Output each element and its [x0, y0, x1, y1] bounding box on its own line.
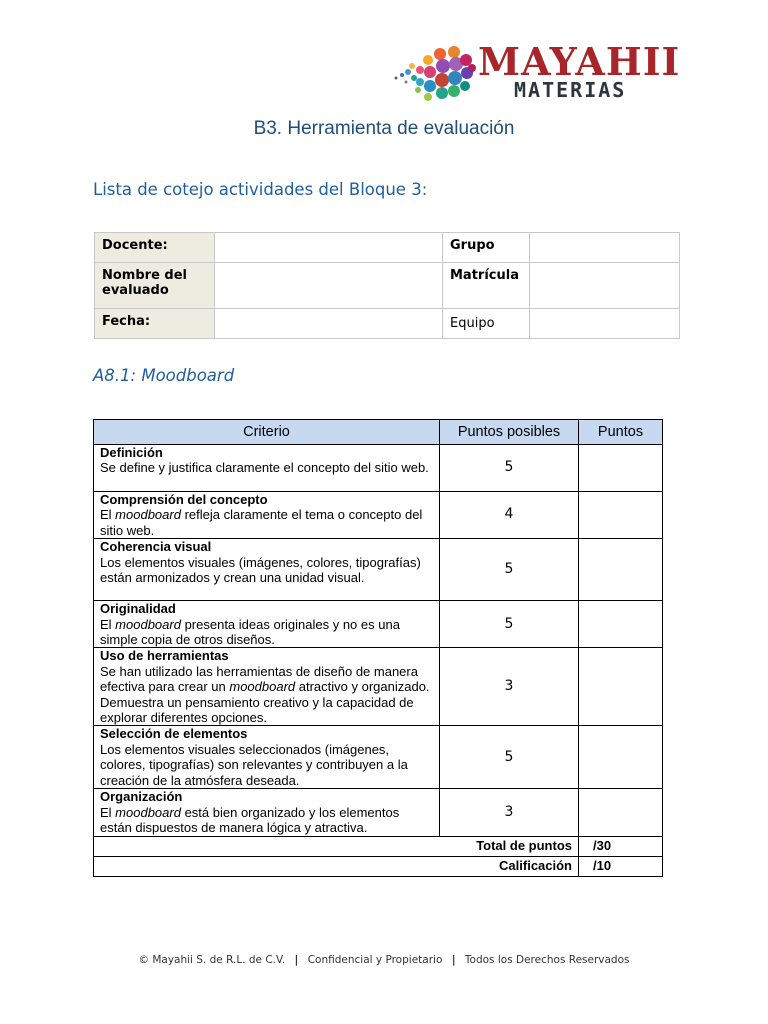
score-cell[interactable] — [579, 726, 663, 789]
rubric-row — [94, 601, 663, 648]
description-text: presenta ideas originales y no es una simple copia de otros diseños. — [100, 616, 400, 648]
description-text: Se define y justifica claramente el concepto del sitio web. — [100, 460, 429, 476]
criterion-cell — [94, 789, 440, 836]
score-cell[interactable] — [579, 445, 663, 492]
grade-label: Calificación — [94, 856, 579, 876]
possible-points: 4 — [440, 492, 579, 539]
description-emphasis: moodboard — [229, 679, 296, 695]
possible-points: 5 — [440, 726, 579, 789]
nombre-field[interactable] — [215, 263, 443, 309]
total-value[interactable]: /30 — [579, 836, 663, 856]
criterion-description — [100, 617, 433, 648]
footer-company: © Mayahii S. de R.L. de C.V. — [138, 954, 286, 966]
score-cell[interactable] — [579, 539, 663, 601]
logo-subtitle: MATERIAS — [514, 78, 627, 102]
header-puntos: Puntos — [579, 420, 663, 445]
header-puntos-posibles: Puntos posibles — [440, 420, 579, 445]
criterion-cell — [94, 648, 440, 726]
possible-points: 5 — [440, 445, 579, 492]
description-text: refleja claramente el tema o concepto del sitio web. — [100, 507, 423, 538]
criterion-name: Comprensión del concepto — [100, 492, 268, 507]
equipo-field[interactable] — [530, 309, 680, 339]
score-cell[interactable] — [579, 789, 663, 836]
section-title: Lista de cotejo actividades del Bloque 3: — [93, 180, 428, 199]
criterion-cell — [94, 726, 440, 789]
description-text: El — [100, 507, 116, 523]
docente-field[interactable] — [215, 233, 443, 263]
description-text: El — [100, 804, 116, 820]
criterion-description — [100, 507, 433, 538]
criterion-name: Originalidad — [100, 601, 176, 617]
grupo-field[interactable] — [530, 233, 680, 263]
rubric-row — [94, 539, 663, 601]
description-emphasis: moodboard — [115, 804, 181, 820]
evaluee-info-table — [94, 232, 680, 339]
criterion-cell — [94, 445, 440, 492]
description-emphasis: moodboard — [115, 507, 181, 523]
fecha-field[interactable] — [215, 309, 443, 339]
equipo-label: Equipo — [443, 309, 530, 339]
description-text: Los elementos visuales seleccionados (imágenes, colores, tipografías) son relevantes y contribuyen a la creación de la atmósfera deseada. — [100, 741, 408, 788]
description-text: El — [100, 616, 116, 632]
criterion-description — [100, 742, 433, 788]
matricula-field[interactable] — [530, 263, 680, 309]
rubric-row — [94, 789, 663, 836]
possible-points: 5 — [440, 601, 579, 648]
header-criterio: Criterio — [94, 420, 440, 445]
company-logo — [388, 39, 681, 104]
footer-separator: | — [294, 954, 299, 966]
grade-row — [94, 856, 663, 876]
score-cell[interactable] — [579, 648, 663, 726]
fecha-label: Fecha: — [95, 309, 215, 339]
criterion-cell — [94, 601, 440, 648]
nombre-label-line-2: evaluado — [102, 283, 169, 298]
description-emphasis: moodboard — [115, 616, 181, 632]
document-title: B3. Herramienta de evaluación — [253, 118, 515, 139]
activity-title: A8.1: Moodboard — [93, 366, 235, 385]
grupo-label: Grupo — [443, 233, 530, 263]
criterion-description — [100, 805, 433, 836]
description-text: Los elementos visuales (imágenes, colores, tipografías) están armonizados y crean una unidad visual. — [100, 554, 421, 586]
logo-wordmark: MAYAHII — [478, 39, 681, 84]
criterion-name: Coherencia visual — [100, 539, 212, 555]
description-text: está bien organizado y los elementos están dispuestos de manera lógica y atractiva. — [100, 804, 400, 836]
page-footer — [0, 954, 768, 966]
possible-points: 5 — [440, 539, 579, 601]
criterion-description — [100, 460, 433, 475]
grade-value[interactable]: /10 — [579, 856, 663, 876]
footer-rights: Todos los Derechos Reservados — [464, 954, 630, 966]
nombre-label-line-1: Nombre del — [102, 268, 187, 283]
rubric-row — [94, 726, 663, 789]
criterion-cell — [94, 492, 440, 539]
nombre-label — [95, 263, 215, 309]
criterion-description — [100, 664, 433, 726]
description-text: atractivo y organizado. Demuestra un pensamiento creativo y la capacidad de explorar diferentes opciones. — [100, 679, 430, 726]
rubric-row — [94, 648, 663, 726]
criterion-cell — [94, 539, 440, 601]
total-row — [94, 836, 663, 856]
matricula-label: Matrícula — [443, 263, 530, 309]
docente-label: Docente: — [95, 233, 215, 263]
colorful-head-icon — [388, 42, 478, 104]
rubric-row — [94, 492, 663, 539]
criterion-name: Organización — [100, 789, 183, 805]
criterion-name: Selección de elementos — [100, 726, 248, 742]
score-cell[interactable] — [579, 492, 663, 539]
footer-separator: | — [451, 954, 456, 966]
total-label: Total de puntos — [94, 836, 579, 856]
criterion-description — [100, 555, 433, 586]
rubric-table — [93, 419, 663, 877]
footer-confidential: Confidencial y Propietario — [307, 954, 443, 966]
possible-points: 3 — [440, 789, 579, 836]
score-cell[interactable] — [579, 601, 663, 648]
criterion-name: Definición — [100, 445, 163, 460]
description-text: Se han utilizado las herramientas de diseño de manera efectiva para crear un — [100, 663, 418, 695]
criterion-name: Uso de herramientas — [100, 648, 229, 664]
rubric-row — [94, 445, 663, 492]
possible-points: 3 — [440, 648, 579, 726]
